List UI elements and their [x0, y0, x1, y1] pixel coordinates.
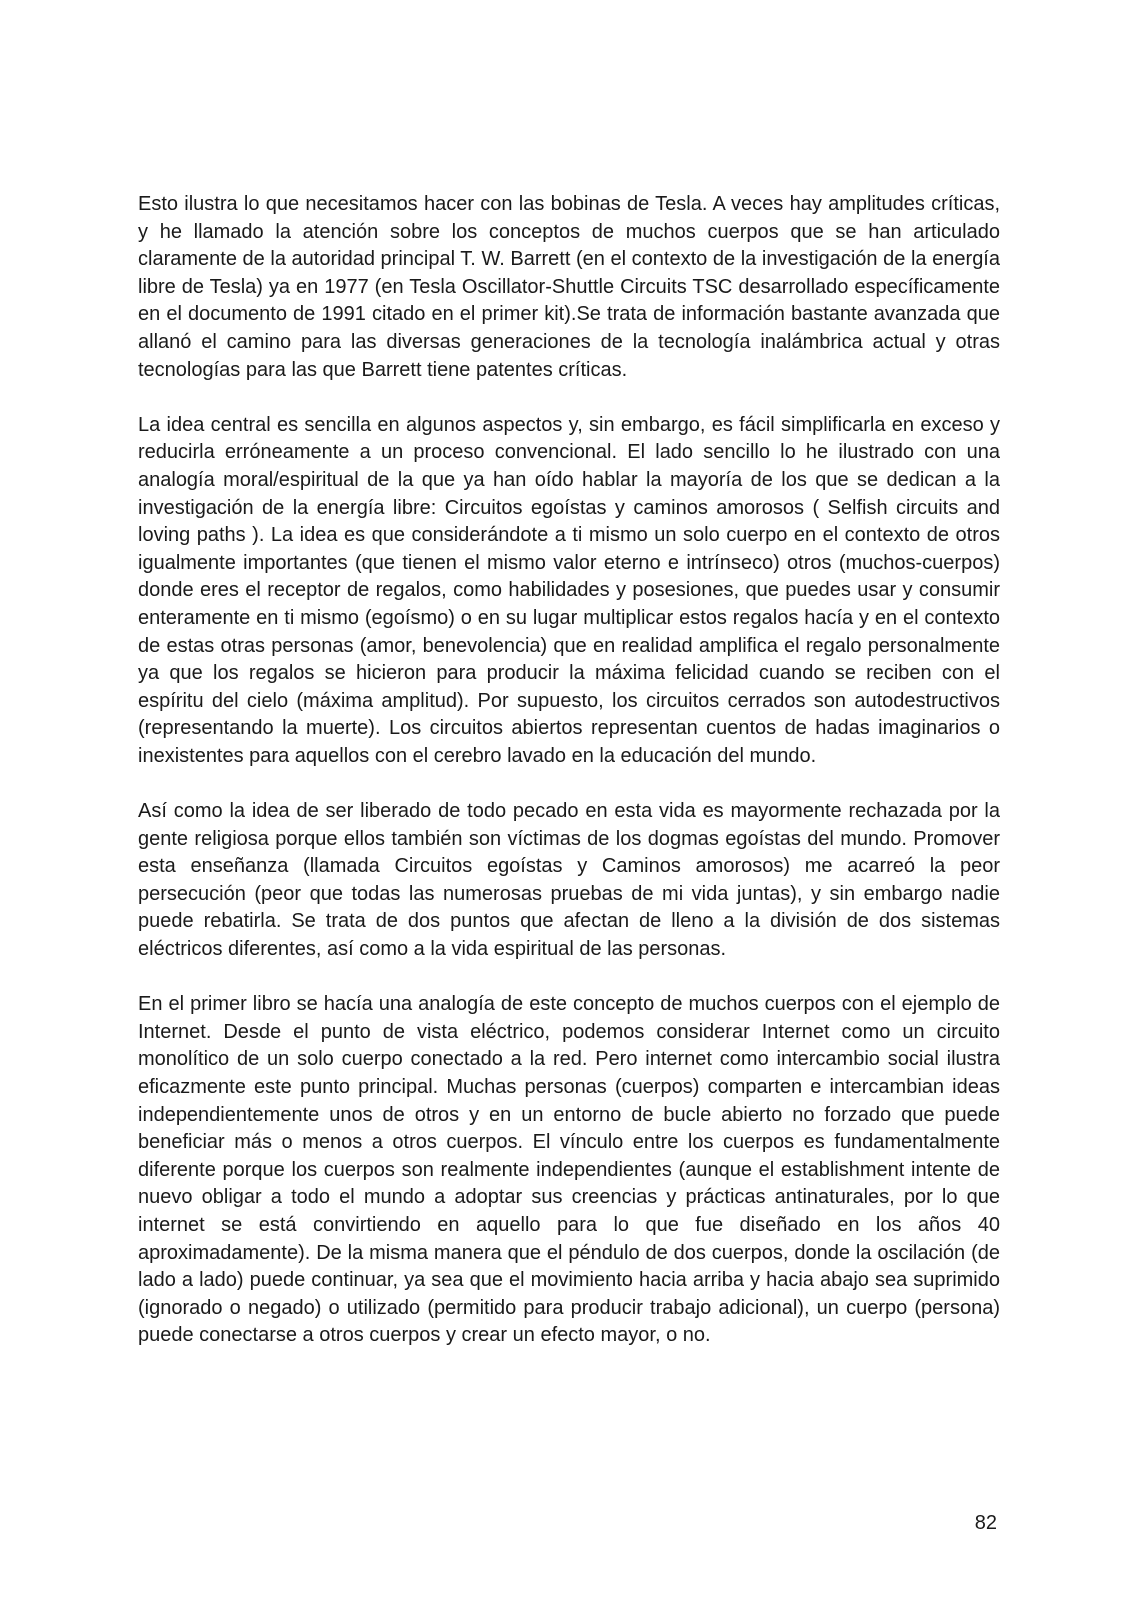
paragraph-3: Así como la idea de ser liberado de todo pecado en esta vida es mayormente rechazada por la gente religiosa porque ellos también son víctimas de los dogmas egoístas del mundo. Promover esta enseñanza (llamada Circuitos egoístas y Caminos amorosos) me acarreó la peor persecución (peor que todas las numerosas pruebas de mi vida juntas), y sin embargo nadie puede rebatirla. Se trata de dos puntos que afectan de lleno a la división de dos sistemas eléctricos diferentes, así como a la vida espiritual de las personas.: [138, 800, 1000, 961]
page-number: 82: [974, 1512, 997, 1534]
paragraph-2: La idea central es sencilla en algunos aspectos y, sin embargo, es fácil simplificarla en exceso y reducirla erróneamente a un proceso convencional. El lado sencillo lo he ilustrado con una analogía moral/espiritual de la que ya han oído hablar la mayoría de los que se dedican a la investigación de la energía libre: Circuitos egoístas y caminos amorosos ( Selfish circuits and loving paths ). La idea es que considerándote a ti mismo un solo cuerpo en el contexto de otros igualmente importantes (que tienen el mismo valor eterno e intrínseco) otros (muchos-cuerpos) donde eres el receptor de regalos, como habilidades y posesiones, que puedes usar y consumir enteramente en ti mismo (egoísmo) o en su lugar multiplicar estos regalos hacía y en el contexto de estas otras personas (amor, benevolencia) que en realidad amplifica el regalo personalmente ya que los regalos se hicieron para producir la máxima felicidad cuando se reciben con el espíritu del cielo (máxima amplitud). Por supuesto, los circuitos cerrados son autodestructivos (representando la muerte). Los circuitos abiertos representan cuentos de hadas imaginarios o inexistentes para aquellos con el cerebro lavado en la educación del mundo.: [138, 413, 1000, 767]
paragraph-4: En el primer libro se hacía una analogía de este concepto de muchos cuerpos con el ejemplo de Internet. Desde el punto de vista eléctrico, podemos considerar Internet como un circuito monolítico de un solo cuerpo conectado a la red. Pero internet como intercambio social ilustra eficazmente este punto principal. Muchas personas (cuerpos) comparten e intercambian ideas independientemente unos de otros y en un entorno de bucle abierto no forzado que puede beneficiar más o menos a otros cuerpos. El vínculo entre los cuerpos es fundamentalmente diferente porque los cuerpos son realmente independientes (aunque el establishment intente de nuevo obligar a todo el mundo a adoptar sus creencias y prácticas antinaturales, por lo que internet se está convirtiendo en aquello para lo que fue diseñado en los años 40 aproximadamente). De la misma manera que el péndulo de dos cuerpos, donde la oscilación (de lado a lado) puede continuar, ya sea que el movimiento hacia arriba y hacia abajo sea suprimido (ignorado o negado) o utilizado (permitido para producir trabajo adicional), un cuerpo (persona) puede conectarse a otros cuerpos y crear un efecto mayor, o no.: [138, 993, 1000, 1347]
body-text: [138, 191, 1000, 1350]
paragraph-1: Esto ilustra lo que necesitamos hacer con las bobinas de Tesla. A veces hay amplitudes críticas, y he llamado la atención sobre los conceptos de muchos cuerpos que se han articulado claramente de la autoridad principal T. W. Barrett (en el contexto de la investigación de la energía libre de Tesla) ya en 1977 (en Tesla Oscillator-Shuttle Circuits TSC desarrollado específicamente en el documento de 1991 citado en el primer kit).Se trata de información bastante avanzada que allanó el camino para las diversas generaciones de la tecnología inalámbrica actual y otras tecnologías para las que Barrett tiene patentes críticas.: [138, 193, 1000, 381]
